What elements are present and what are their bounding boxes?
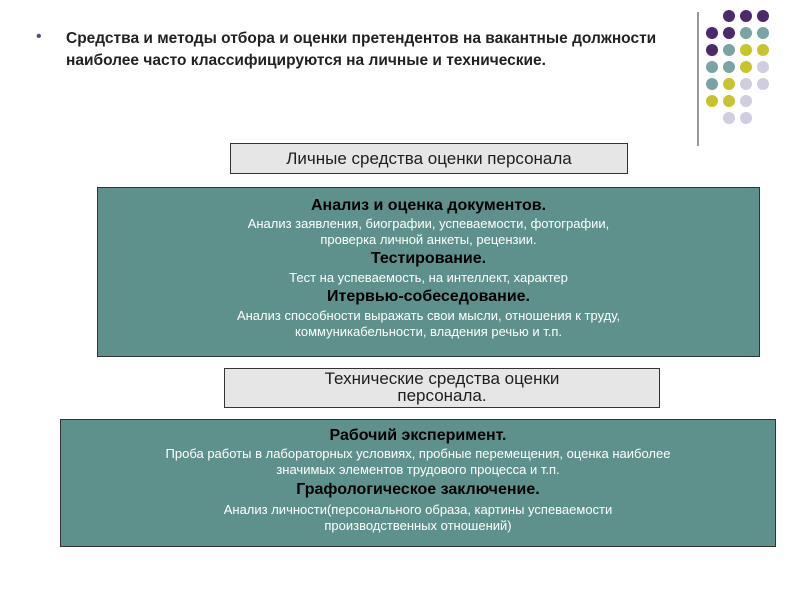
section-text: производственных отношений) [324,518,512,533]
decorative-dot [740,95,752,107]
personal-means-title [230,143,628,174]
personal-means-panel [97,187,760,357]
technical-means-panel [60,419,776,547]
personal-means-title-text: Личные средства оценки персонала [286,149,572,168]
decorative-dot [740,78,752,90]
bullet-icon: • [36,28,42,45]
decorative-dot [740,61,752,73]
section-text: проверка личной анкеты, рецензии. [320,232,537,247]
decorative-dot [706,61,718,73]
section-text: Анализ личности(персонального образа, картины успеваемости [223,502,613,517]
section-heading: Тестирование. [370,250,487,267]
section-text: Проба работы в лабораторных условиях, пробные перемещения, оценка наиболее [165,446,671,461]
decorative-dot [723,112,735,124]
section-text: коммуникабельности, владения речью и т.п. [295,324,562,339]
decorative-dot [740,27,752,39]
intro-text: Средства и методы отбора и оценки претендентов на вакантные должности наиболее часто классифицируются на личные и технические. [66,30,657,69]
decorative-dot [723,78,735,90]
decorative-dot [757,10,769,22]
decorative-dot [723,44,735,56]
section-text: Анализ способности выражать свои мысли, отношения к труду, [236,308,621,323]
technical-means-title [224,368,660,408]
decorative-dot [740,44,752,56]
decorative-dot [723,61,735,73]
decorative-dot [723,27,735,39]
decorative-dot [706,78,718,90]
decorative-dot [757,78,769,90]
decorative-dot [740,112,752,124]
decorative-dot [757,61,769,73]
divider [697,12,699,146]
decorative-dot [740,10,752,22]
technical-means-title-line: Технические средства оценки [324,369,560,388]
decorative-dot [757,44,769,56]
decorative-dot [706,44,718,56]
section-text: Тест на успеваемость, на интеллект, характер [289,270,568,285]
section-heading: Анализ и оценка документов. [310,197,547,214]
section-text: Анализ заявления, биографии, успеваемости, фотографии, [247,216,610,231]
decorative-dot [723,10,735,22]
section-text: значимых элементов трудового процесса и т.п. [276,462,560,477]
decorative-dot [723,95,735,107]
section-heading: Итервью-собеседование. [326,288,530,305]
decorative-dot [706,95,718,107]
section-heading: Рабочий эксперимент. [329,427,507,444]
decorative-dot [706,27,718,39]
section-heading: Графологическое заключение. [296,481,540,498]
technical-means-title-line: персонала. [397,386,487,405]
decorative-dot [757,27,769,39]
